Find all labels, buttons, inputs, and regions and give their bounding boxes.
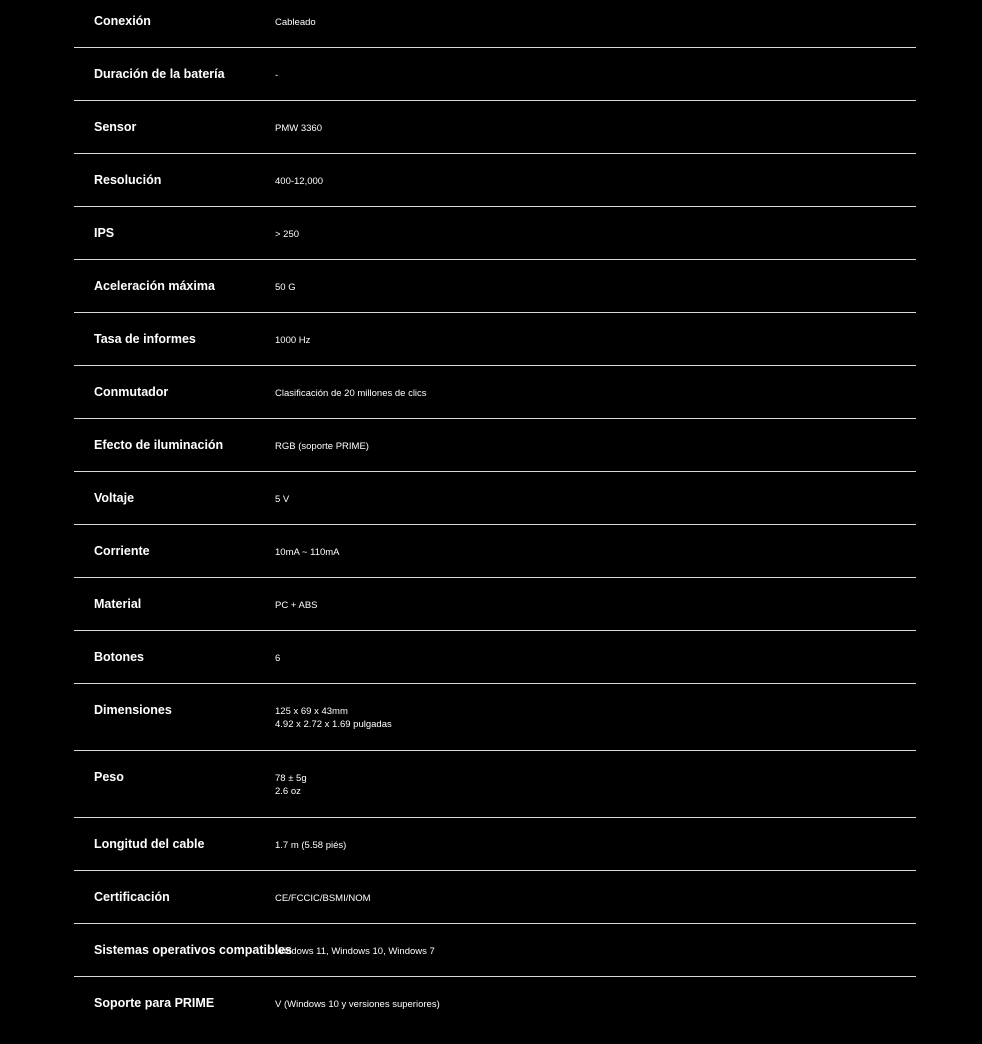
spec-value: Cableado	[275, 17, 316, 28]
spec-label: Soporte para PRIME	[94, 996, 215, 1010]
spec-row-material	[74, 578, 916, 631]
spec-label: Sistemas operativos compatibles	[94, 943, 292, 957]
spec-value: > 250	[275, 229, 300, 240]
spec-value: Windows 11, Windows 10, Windows 7	[275, 946, 435, 957]
spec-label: Longitud del cable	[94, 837, 205, 851]
spec-label: Resolución	[94, 173, 162, 187]
spec-label: Corriente	[94, 544, 150, 558]
spec-label: Botones	[94, 650, 144, 664]
spec-row-resolucion	[74, 154, 916, 207]
spec-label: Aceleración máxima	[94, 279, 215, 293]
spec-value: PC + ABS	[275, 600, 318, 611]
spec-value: 50 G	[275, 282, 296, 293]
spec-row-conmutador	[74, 366, 916, 419]
spec-label: Dimensiones	[94, 703, 172, 717]
spec-value: 78 ± 5g 2.6 oz	[275, 773, 307, 797]
spec-row-iluminacion	[74, 419, 916, 472]
spec-row-conexion	[74, 0, 916, 48]
spec-row-duracion-bateria	[74, 48, 916, 101]
spec-value: 10mA ~ 110mA	[275, 547, 340, 558]
spec-row-voltaje	[74, 472, 916, 525]
spec-value: 1000 Hz	[275, 335, 311, 346]
spec-row-sistemas-operativos	[74, 924, 916, 977]
spec-value: 125 x 69 x 43mm 4.92 x 2.72 x 1.69 pulgadas	[275, 706, 392, 730]
spec-value: -	[275, 70, 279, 81]
spec-row-longitud-cable	[74, 818, 916, 871]
spec-table	[74, 0, 916, 1030]
spec-value: RGB (soporte PRIME)	[275, 441, 369, 452]
spec-label: Tasa de informes	[94, 332, 196, 346]
spec-row-tasa-informes	[74, 313, 916, 366]
spec-label: IPS	[94, 226, 115, 240]
spec-value: Clasificación de 20 millones de clics	[275, 388, 427, 399]
spec-row-soporte-prime	[74, 977, 916, 1030]
spec-label: Voltaje	[94, 491, 135, 505]
spec-label: Peso	[94, 770, 124, 784]
spec-value: 1.7 m (5.58 piés)	[275, 840, 347, 851]
spec-value: 6	[275, 653, 281, 664]
spec-value: 400-12,000	[275, 176, 324, 187]
spec-label: Material	[94, 597, 142, 611]
spec-row-aceleracion	[74, 260, 916, 313]
spec-value: PMW 3360	[275, 123, 322, 134]
spec-row-peso	[74, 751, 916, 818]
spec-label: Efecto de iluminación	[94, 438, 224, 452]
spec-label: Certificación	[94, 890, 170, 904]
spec-label: Conexión	[94, 14, 151, 28]
spec-row-corriente	[74, 525, 916, 578]
spec-row-dimensiones	[74, 684, 916, 751]
spec-row-botones	[74, 631, 916, 684]
spec-label: Duración de la batería	[94, 67, 225, 81]
spec-row-ips	[74, 207, 916, 260]
spec-row-certificacion	[74, 871, 916, 924]
spec-row-sensor	[74, 101, 916, 154]
spec-label: Conmutador	[94, 385, 169, 399]
spec-label: Sensor	[94, 120, 137, 134]
spec-value: 5 V	[275, 494, 290, 505]
spec-value: V (Windows 10 y versiones superiores)	[275, 999, 440, 1010]
spec-value: CE/FCCIC/BSMI/NOM	[275, 893, 371, 904]
